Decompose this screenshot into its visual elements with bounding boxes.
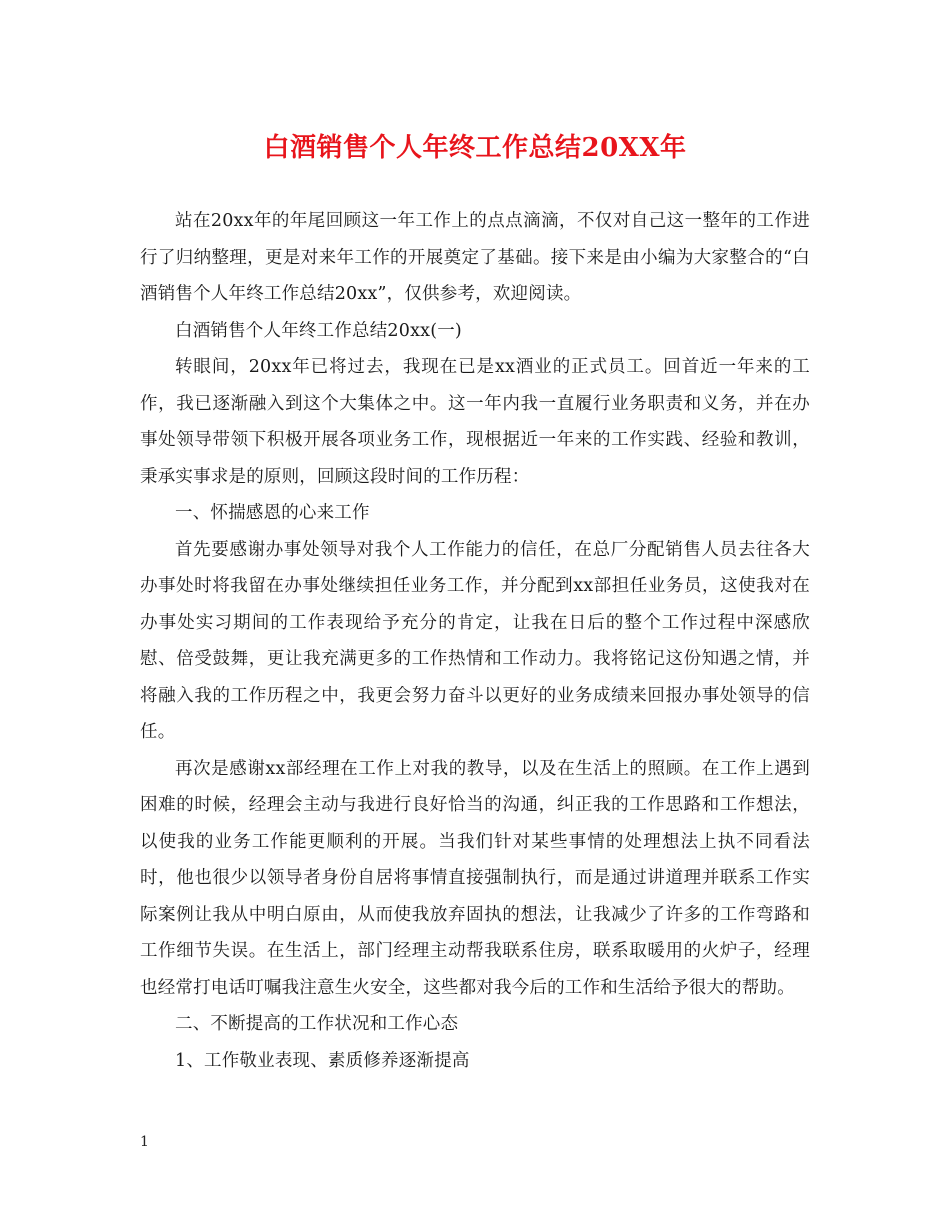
subsection-heading: 1、工作敬业表现、素质修养逐渐提高: [175, 1050, 470, 1071]
section-heading: 一、怀揣感恩的心来工作: [175, 503, 370, 523]
section-heading: 二、不断提高的工作状况和工作心态: [175, 1014, 459, 1034]
section-subtitle: 白酒销售个人年终工作总结20xx(一): [175, 320, 462, 341]
body-paragraph: 转眼间，20xx年已将过去，我现在已是xx酒业的正式员工。回首近一年来的工作，我已逐渐融入到这个大集体之中。这一年内我一直履行业务职责和义务，并在办事处领导带领下积极开展各项业务工作，现根据近一年来的工作实践、经验和教训，秉承实事求是的原则，回顾这段时间的工作历程：: [140, 357, 810, 487]
document-body: [140, 203, 810, 1079]
body-paragraph: 再次是感谢xx部经理在工作上对我的教导，以及在生活上的照顾。在工作上遇到困难的时候，经理会主动与我进行良好恰当的沟通，纠正我的工作思路和工作想法，以使我的业务工作能更顺利的开展。当我们针对某些事情的处理想法上执不同看法时，他也很少以领导者身份自居将事情直接强制执行，而是通过讲道理并联系工作实际案例让我从中明白原由，从而使我放弃固执的想法，让我减少了许多的工作弯路和工作细节失误。在生活上，部门经理主动帮我联系住房，联系取暖用的火炉子，经理也经常打电话叮嘱我注意生火安全，这些都对我今后的工作和生活给予很大的帮助。: [140, 758, 810, 998]
document-title: 白酒销售个人年终工作总结20XX年: [263, 133, 687, 163]
body-paragraph: 首先要感谢办事处领导对我个人工作能力的信任，在总厂分配销售人员去往各大办事处时将我留在办事处继续担任业务工作，并分配到xx部担任业务员，这使我对在办事处实习期间的工作表现给予充分的肯定，让我在日后的整个工作过程中深感欣慰、倍受鼓舞，更让我充满更多的工作热情和工作动力。我将铭记这份知遇之情，并将融入我的工作历程之中，我更会努力奋斗以更好的业务成绩来回报办事处领导的信任。: [140, 539, 810, 742]
intro-paragraph: 站在20xx年的年尾回顾这一年工作上的点点滴滴，不仅对自己这一整年的工作进行了归纳整理，更是对来年工作的开展奠定了基础。接下来是由小编为大家整合的“白酒销售个人年终工作总结20xx”，仅供参考，欢迎阅读。: [140, 211, 810, 304]
page-number: 1: [140, 1134, 149, 1150]
